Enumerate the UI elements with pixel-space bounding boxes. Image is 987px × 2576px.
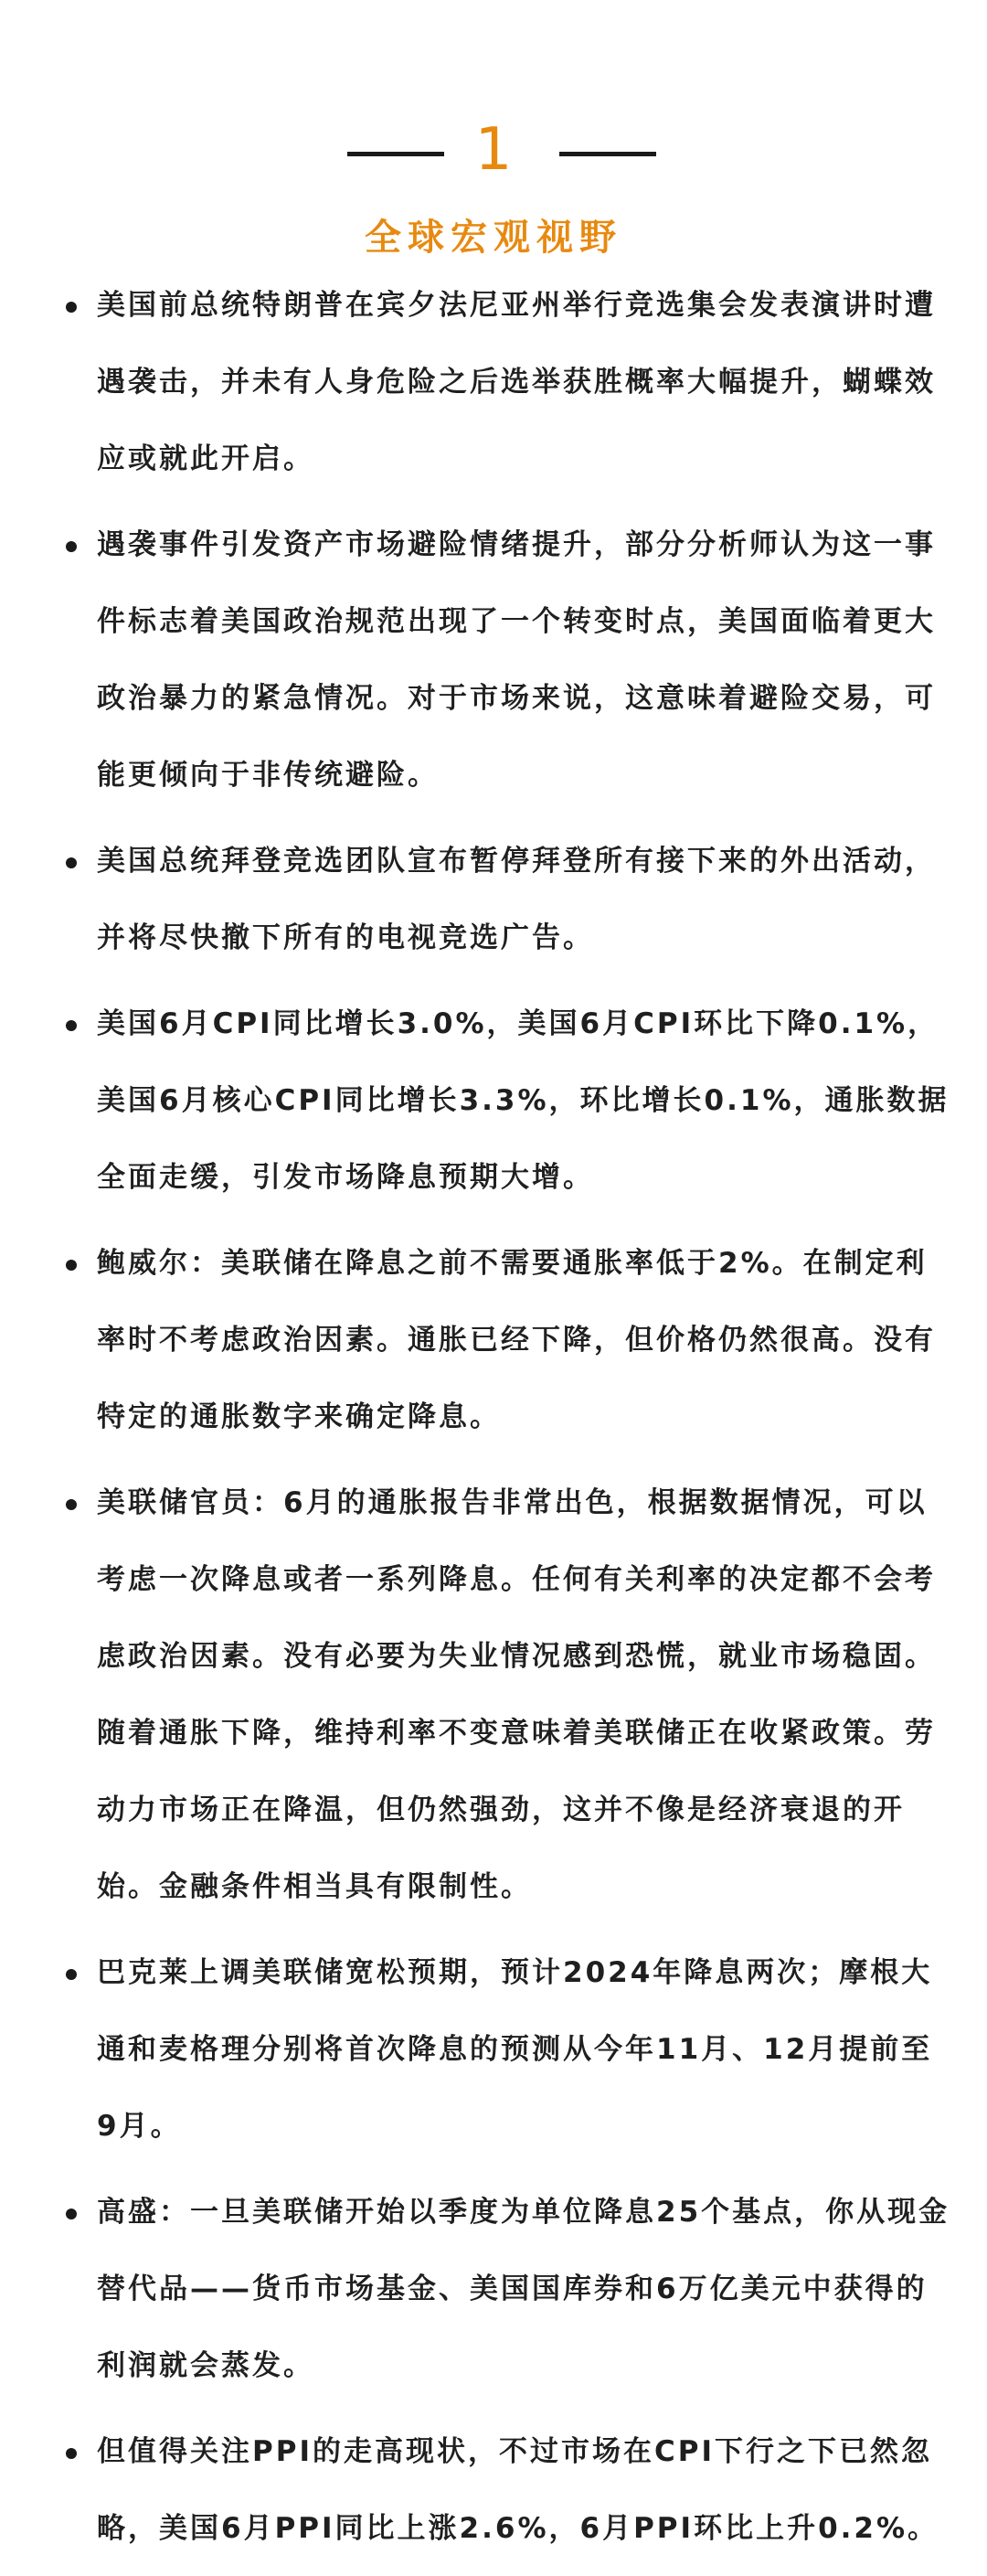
list-item-text: 美国总统拜登竞选团队宣布暂停拜登所有接下来的外出活动，并将尽快撤下所有的电视竞选广告。 bbox=[97, 845, 936, 954]
list-item bbox=[0, 2413, 987, 2567]
bullet-icon bbox=[66, 1260, 77, 1271]
bullet-icon bbox=[66, 1499, 77, 1510]
bullet-icon bbox=[66, 2209, 77, 2219]
divider-right bbox=[559, 152, 656, 156]
list-item bbox=[0, 2174, 987, 2404]
list-item bbox=[0, 1225, 987, 1455]
list-item bbox=[0, 1934, 987, 2165]
list-item-text: 但值得关注PPI的走高现状，不过市场在CPI下行之下已然忽略，美国6月PPI同比上涨2.6%，6月PPI环比上升0.2%。 bbox=[97, 2435, 939, 2545]
list-item bbox=[0, 267, 987, 497]
bullet-icon bbox=[66, 2448, 77, 2459]
divider-left bbox=[347, 152, 444, 156]
list-item bbox=[0, 1464, 987, 1925]
list-item-text: 遇袭事件引发资产市场避险情绪提升，部分分析师认为这一事件标志着美国政治规范出现了一个转变时点，美国面临着更大政治暴力的紧急情况。对于市场来说，这意味着避险交易，可能更倾向于非传统避险。 bbox=[97, 528, 936, 792]
list-item-text: 鲍威尔：美联储在降息之前不需要通胀率低于2%。在制定利率时不考虑政治因素。通胀已经下降，但价格仍然很高。没有特定的通胀数字来确定降息。 bbox=[97, 1247, 936, 1433]
bullet-icon bbox=[66, 857, 77, 868]
list-item-text: 巴克莱上调美联储宽松预期，预计2024年降息两次；摩根大通和麦格理分别将首次降息的预测从今年11月、12月提前至9月。 bbox=[97, 1956, 933, 2143]
list-item-text: 美国前总统特朗普在宾夕法尼亚州举行竞选集会发表演讲时遭遇袭击，并未有人身危险之后选举获胜概率大幅提升，蝴蝶效应或就此开启。 bbox=[97, 289, 936, 475]
list-item bbox=[0, 823, 987, 976]
bullet-icon bbox=[66, 1020, 77, 1031]
section-header bbox=[0, 0, 987, 274]
bullet-icon bbox=[66, 541, 77, 552]
news-list bbox=[0, 267, 987, 2576]
list-item-text: 美国6月CPI同比增长3.0%，美国6月CPI环比下降0.1%，美国6月核心CPI同比增长3.3%，环比增长0.1%，通胀数据全面走缓，引发市场降息预期大增。 bbox=[97, 1007, 950, 1194]
section-title: 全球宏观视野 bbox=[365, 217, 622, 259]
bullet-icon bbox=[66, 1969, 77, 1980]
bullet-icon bbox=[66, 302, 77, 313]
list-item bbox=[0, 985, 987, 1216]
list-item bbox=[0, 506, 987, 814]
section-number: 1 bbox=[474, 116, 513, 184]
list-item-text: 高盛：一旦美联储开始以季度为单位降息25个基点，你从现金替代品——货币市场基金、美国国库券和6万亿美元中获得的利润就会蒸发。 bbox=[97, 2196, 950, 2382]
list-item-text: 美联储官员：6月的通胀报告非常出色，根据数据情况，可以考虑一次降息或者一系列降息。任何有关利率的决定都不会考虑政治因素。没有必要为失业情况感到恐慌，就业市场稳固。随着通胀下降，维持利率不变意味着美联储正在收紧政策。劳动力市场正在降温，但仍然强劲，这并不像是经济衰退的开始。金融条件相当具有限制性。 bbox=[97, 1486, 936, 1903]
